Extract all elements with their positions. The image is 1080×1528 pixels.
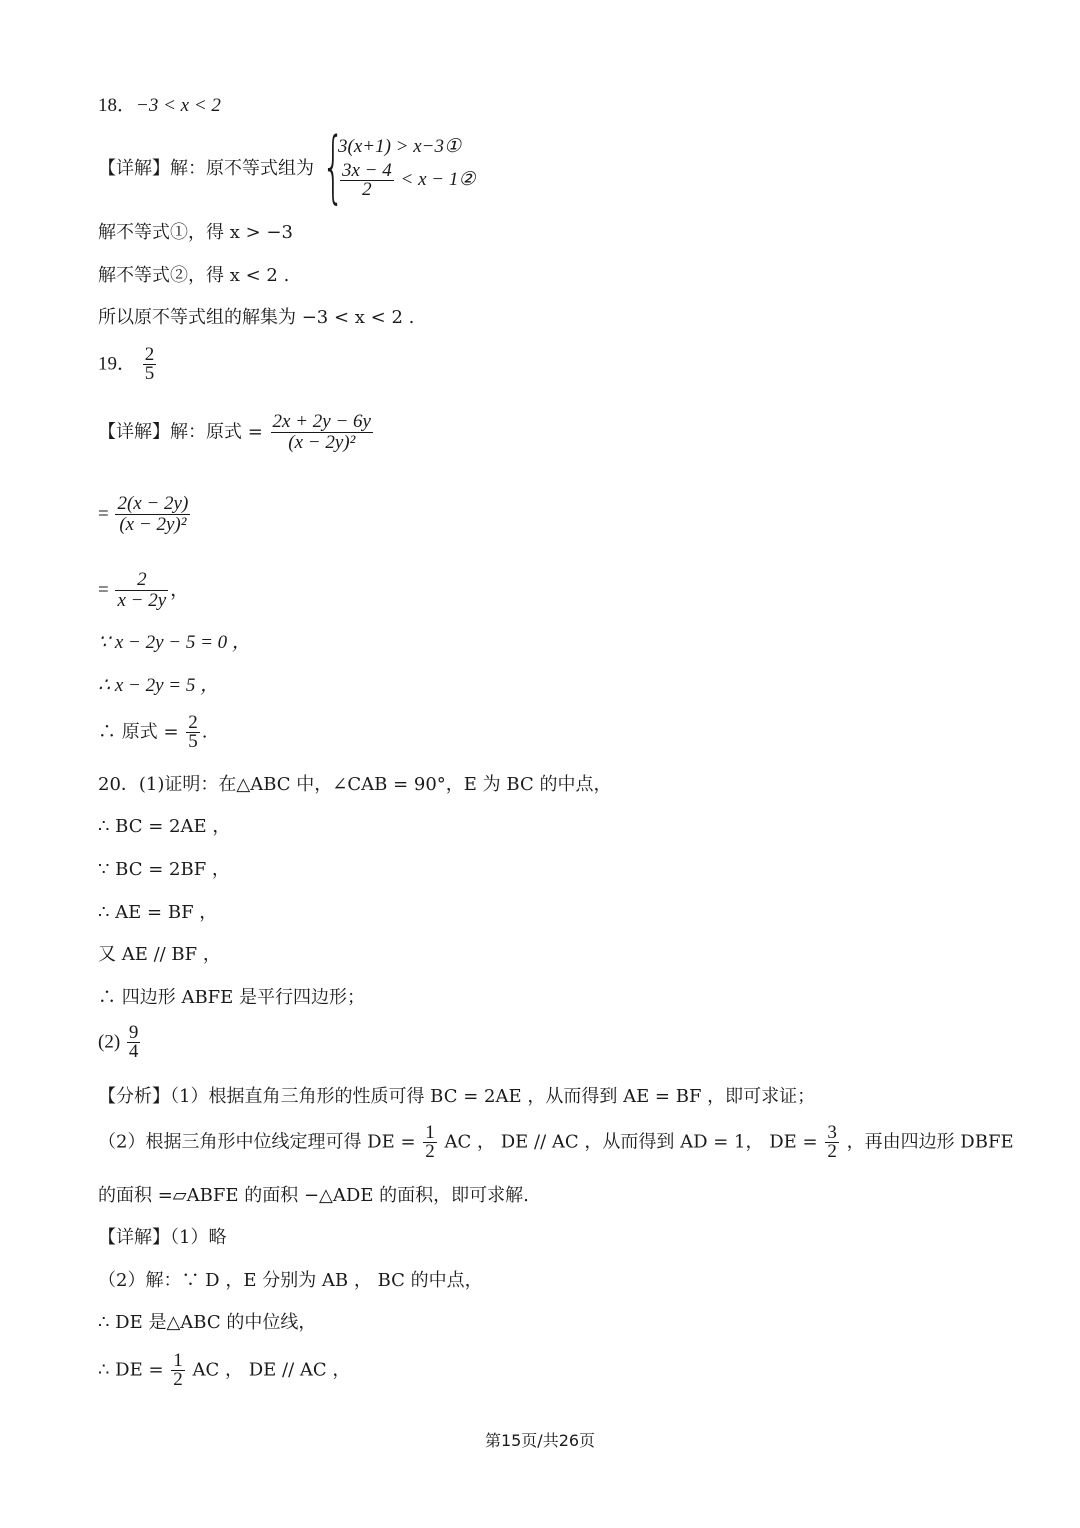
q18-detail-label: 【详解】解：原不等式组为: [98, 158, 314, 179]
q20-part2-answer: (2) $\frac{9}{4}$: [98, 1022, 139, 1062]
q18-answer: −3 < x < 2: [136, 95, 221, 116]
q20-analysis-fraction-2: $\frac{3}{2}$: [827, 1122, 837, 1162]
q20-line-1: 20．(1)证明：在△ABC 中，∠CAB = 90°，E 为 BC 的中点，: [98, 774, 612, 795]
q19-fraction-1: $\frac{2x + 2y - 6y}{\text{(x − 2y)²}}$: [272, 411, 371, 453]
q20-detail-3: ∴ DE 是△ABC 的中位线，: [98, 1312, 317, 1333]
q19-because: ∵ x − 2y − 5 = 0 ，: [98, 632, 251, 653]
q20-line-2: ∴ BC = 2AE ，: [98, 816, 231, 837]
q20-detail-2: （2）解：∵ D ，E 分别为 AB ， BC 的中点，: [98, 1270, 483, 1291]
q19-final: ∴ 原式 = $\frac{2}{5}$ .: [98, 712, 208, 752]
q18-inequality-1: 3(x+1) > x−3①: [338, 136, 462, 157]
q20-line-6: ∴ 四边形 ABFE 是平行四边形；: [98, 987, 366, 1008]
q20-analysis-2: （2）根据三角形中位线定理可得 DE = $\frac{1}{2}$ AC ， DE // AC ，从而得到 AD = 1， DE = $\frac{3}{2}$ ，再由四边形 DBFE: [98, 1122, 1014, 1162]
q20-line-3: ∵ BC = 2BF ，: [98, 859, 230, 880]
q20-analysis-1: 【分析】（1）根据直角三角形的性质可得 BC = 2AE ，从而得到 AE = BF ，即可求证；: [98, 1086, 816, 1107]
q18-step-1: 解不等式①，得 x > −3: [98, 222, 293, 243]
q19-detail-line: 【详解】解：原式 = $\frac{2x + 2y - 6y}{\text{(x − 2y)²}}$: [98, 411, 371, 453]
q20-line-5: 又 AE // BF ，: [98, 944, 221, 965]
q19-step-2: = $\frac{2(x - 2y)}{\text{(x − 2y)²}}$: [98, 493, 189, 535]
q20-detail-1: 【详解】（1）略: [98, 1227, 227, 1248]
q20-analysis-3: 的面积 =▱ABFE 的面积 −△ADE 的面积，即可求解.: [98, 1185, 529, 1206]
q19-step-3: = $\frac{2}{x - 2y}$ ，: [98, 569, 190, 611]
q18-ineq2-fraction: $\frac{3x - 4}{2}$: [342, 160, 392, 200]
q20-part2-fraction: $\frac{9}{4}$: [128, 1022, 139, 1062]
q20-detail-4: ∴ DE = $\frac{1}{2}$ AC ， DE // AC ，: [98, 1350, 351, 1390]
q20-detail-fraction: $\frac{1}{2}$: [173, 1350, 183, 1390]
q20-line-4: ∴ AE = BF ，: [98, 902, 218, 923]
q18-step-3: 所以原不等式组的解集为 −3 < x < 2 .: [98, 307, 415, 328]
brace-icon: {: [322, 122, 345, 212]
page-footer: 第15页/共26页: [484, 1431, 596, 1450]
q18-head: 18．−3 < x < 2: [98, 95, 221, 116]
q19-fraction-3: $\frac{2}{x - 2y}$: [117, 569, 167, 611]
q18-step-2: 解不等式②，得 x < 2 .: [98, 265, 290, 286]
q19-answer-fraction: $\frac{2}{5}$: [144, 344, 155, 384]
q19-therefore: ∴ x − 2y = 5 ，: [98, 675, 220, 696]
q20-analysis-fraction-1: $\frac{1}{2}$: [425, 1122, 435, 1162]
q19-final-fraction: $\frac{2}{5}$: [188, 712, 198, 752]
q19-head: 19． $\frac{2}{5}$: [98, 344, 155, 384]
q18-inequality-2: $\frac{3x - 4}{2}$ < x − 1②: [342, 160, 476, 200]
q18-inequality-system: [322, 122, 476, 212]
q19-fraction-2: $\frac{2(x - 2y)}{\text{(x − 2y)²}}$: [117, 493, 189, 535]
